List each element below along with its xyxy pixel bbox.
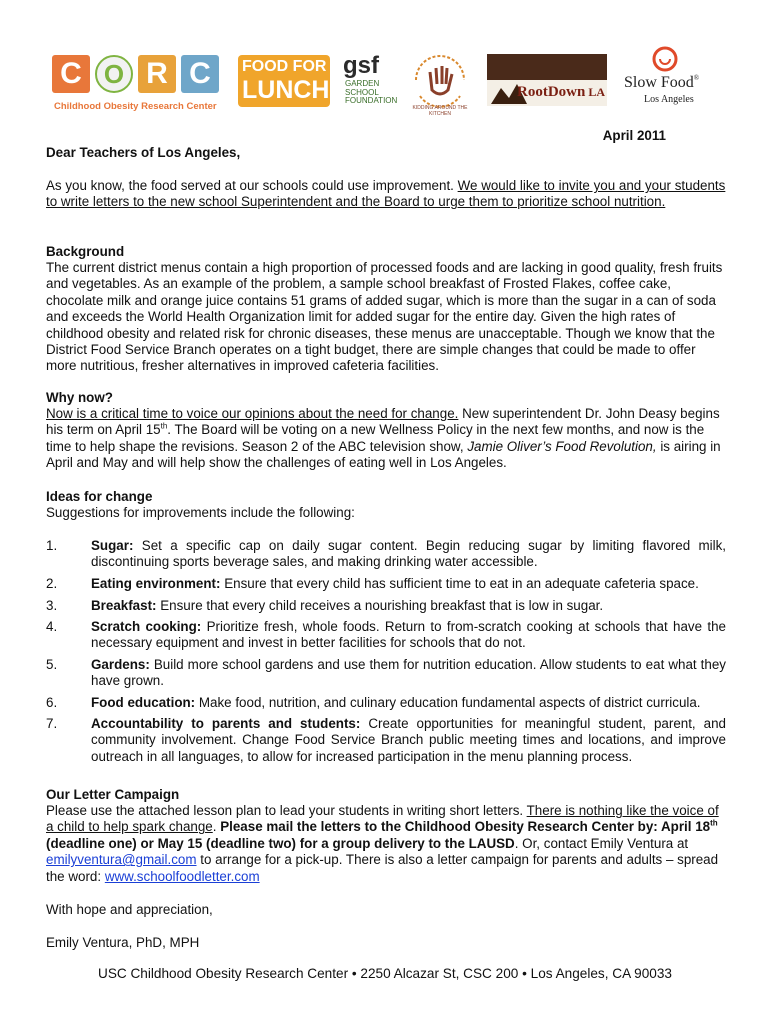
gsf-mark: gsf [343,52,379,79]
campaign-text-3: . Or, contact Emily Ventura at [514,835,689,851]
campaign-bold-1: Please mail the letters to the Childhood Obesity Research Center by: April 18 [220,819,711,835]
list-item-label: Food education: [91,695,196,710]
kitchen-logo [410,50,470,117]
campaign-text-1: Please use the attached lesson plan to lead your students in writing short letters. [46,803,527,818]
campaign-text-4: to arrange for a pick-up. There is also a letter campaign for parents and adults – spread the word: [46,852,719,884]
why-now-heading: Why now? [46,390,113,405]
rootdown-name: RootDown [517,84,586,100]
background-paragraph: The current district menus contain a high proportion of processed foods and are lacking in good quality, fresh fruits and vegetables. As an example of the problem, a sample school breakfast of Frosted Flakes, coffee cake, chocolate milk and orange juice contains 51 grams of added sugar, which is more than the sugar in a can of soda and exceeds the World Health Organization limit for added sugar for the entire day. Given the high rates of childhood obesity and related risk for chronic diseases, these menus are unacceptable. Though we know that the District Food Service Branch operates on a tight budget, there are simple changes that could be made to offer more nutritious, fresher alternatives in improved cafeteria facilities. [46,260,723,374]
logo-strip [0,0,770,130]
list-item-label: Scratch cooking: [91,619,202,634]
gsf-text [345,80,397,106]
list-item-number: 4. [46,619,58,634]
list-item-number: 6. [46,695,58,710]
gsf-line3: FOUNDATION [345,96,398,105]
lunch-line2: LUNCH [242,76,330,104]
campaign-underlined: There is nothing like the voice of a child to help spark change [46,803,719,835]
gsf-line2: SCHOOL [345,87,379,97]
website-link[interactable]: www.schoolfoodletter.com [104,868,260,884]
slow-food-logo [620,46,720,110]
gsf-logo [343,52,398,120]
show-title: Jamie Oliver’s Food Revolution, [467,438,657,454]
slow-food-reg: ® [693,74,700,82]
slow-food-city: Los Angeles [644,94,694,105]
background-heading: Background [46,244,125,259]
list-item-text: Ensure that every child has sufficient time to eat in an adequate cafeteria space. [220,576,699,591]
list-item-text: Ensure that every child receives a nourishing breakfast that is low in sugar. [156,598,604,613]
list-item-number: 7. [46,716,58,731]
list-item-label: Gardens: [91,657,150,672]
list-item-number: 3. [46,598,58,613]
snail-icon [650,46,680,72]
intro-paragraph [46,178,726,211]
salutation: Dear Teachers of Los Angeles, [46,145,241,160]
list-item-label: Sugar: [91,538,134,553]
why-now-text-3: is airing in April and May and will help show the challenges of eating well in Los Angeles. [46,438,721,471]
intro-underlined: We would like to invite you and your students to write letters to the new school Superintendent and the Board to urge them to prioritize school nutrition. [46,178,726,210]
list-item-text: Make food, nutrition, and culinary education fundamental aspects of district curricula. [195,695,701,710]
list-item-number: 5. [46,657,58,672]
rootdown-suffix: LA [588,85,606,99]
corc-letter-r: R [138,55,176,93]
ideas-heading: Ideas for change [46,489,153,504]
list-item-text: Set a specific cap on daily sugar content. Begin reducing sugar by limiting flavored milk, discontinuing sports beverage sales, and making drinking water accessible. [91,538,726,570]
list-item-number: 2. [46,576,58,591]
campaign-paragraph [46,803,726,885]
campaign-heading: Our Letter Campaign [46,787,180,802]
corc-logo [52,55,222,121]
why-now-text-2: . The Board will be voting on a new Wellness Policy in the next few months, and now is the time to help shape the revisions. Season 2 of the ABC television show, [46,422,705,454]
signature: Emily Ventura, PhD, MPH [46,935,200,950]
list-item-label: Breakfast: [91,598,157,613]
why-now-paragraph [46,406,726,472]
why-now-text-1: New superintendent Dr. John Deasy begins his term on April 15 [46,406,720,438]
corc-letter-c1: C [52,55,90,93]
campaign-text-2: . [212,819,221,835]
list-item-label: Eating environment: [91,576,221,591]
slow-food-title: Slow Food [624,74,694,91]
rootdown-logo [487,54,607,106]
rootdown-text [517,84,605,101]
email-link[interactable]: emilyventura@gmail.com [46,852,197,868]
gsf-line1: GARDEN [345,79,380,88]
intro-text: As you know, the food served at our schools could use improvement. [46,178,458,193]
corc-letter-c2: C [181,55,219,93]
list-item-text: Prioritize fresh, whole foods. Return to from-scratch cooking at schools that have the necessary equipment and invest in better facilities for schools that do not. [91,619,726,651]
campaign-bold-2: (deadline one) or May 15 (deadline two) for a group delivery to the LAUSD [46,835,515,851]
lunch-line1: FOOD FOR [242,58,327,75]
list-item-number: 1. [46,538,58,553]
why-now-sup: th [160,421,168,431]
closing: With hope and appreciation, [46,902,213,917]
ideas-intro: Suggestions for improvements include the following: [46,505,355,520]
list-item-text: Create opportunities for meaningful student, parent, and community involvement. Change Food Service Branch public meeting times and locations, and improve outreach in all languages, to allow for increased participation in the menu planning process. [91,716,726,764]
letter-date: April 2011 [602,128,666,143]
corc-caption: Childhood Obesity Research Center [54,101,217,112]
list-item-label: Accountability to parents and students: [91,716,361,731]
kitchen-text: KIDDING AROUND THE KITCHEN [412,105,468,117]
food-for-lunch-logo [238,55,330,107]
why-now-underlined: Now is a critical time to voice our opinions about the need for change. [46,406,459,421]
slow-food-name [624,74,699,92]
corc-letter-o: O [95,55,133,93]
footer-address: USC Childhood Obesity Research Center • 2250 Alcazar St, CSC 200 • Los Angeles, CA 90033 [98,966,672,981]
campaign-bold-sup: th [710,818,718,828]
list-item-text: Build more school gardens and use them for nutrition education. Allow students to eat what they have grown. [91,657,726,689]
